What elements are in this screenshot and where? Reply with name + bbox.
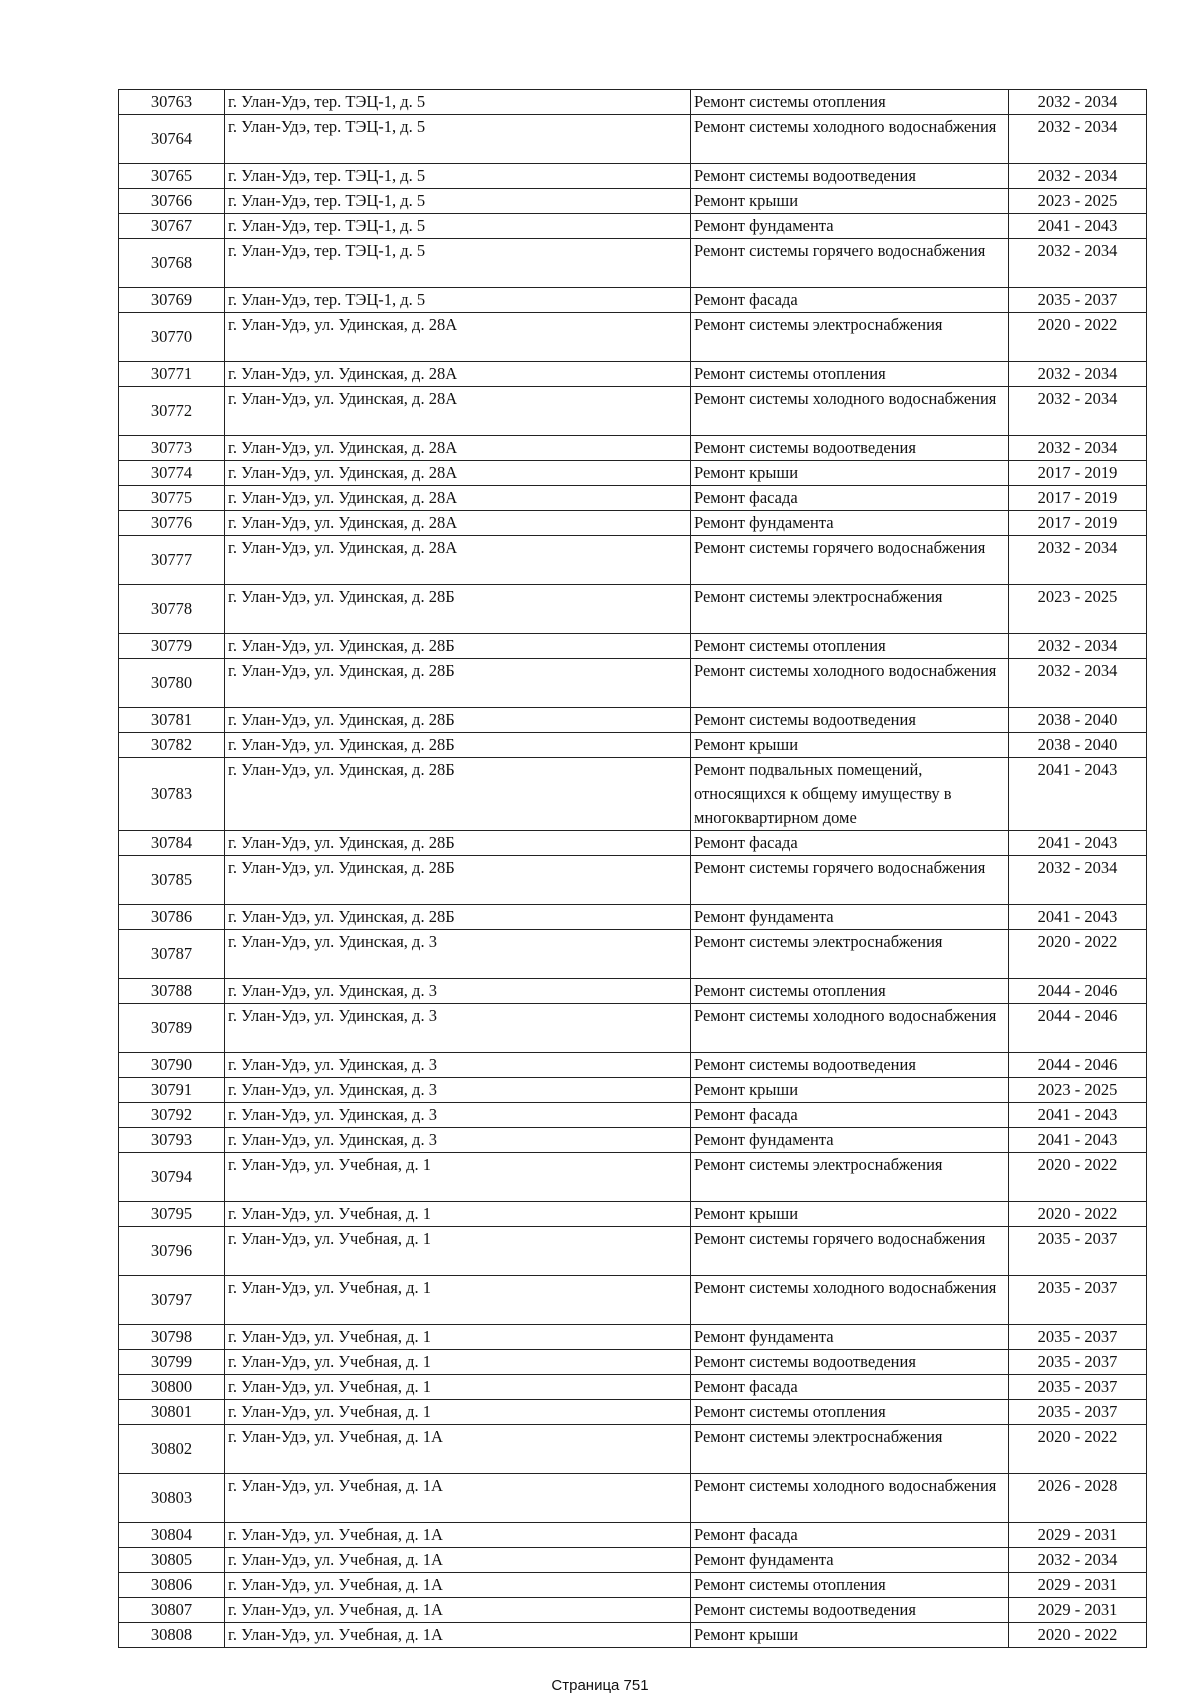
cell-period: 2035 - 2037 — [1009, 288, 1147, 313]
cell-period: 2032 - 2034 — [1009, 536, 1147, 585]
table-row — [119, 1128, 1147, 1153]
cell-address: г. Улан-Удэ, ул. Удинская, д. 28А — [225, 387, 691, 436]
cell-work-type: Ремонт крыши — [691, 1202, 1009, 1227]
cell-work-type: Ремонт системы холодного водоснабжения — [691, 659, 1009, 708]
table-row — [119, 930, 1147, 979]
cell-period: 2029 - 2031 — [1009, 1573, 1147, 1598]
cell-period: 2041 - 2043 — [1009, 831, 1147, 856]
cell-address: г. Улан-Удэ, ул. Учебная, д. 1А — [225, 1425, 691, 1474]
cell-work-type: Ремонт фундамента — [691, 1548, 1009, 1573]
cell-period: 2041 - 2043 — [1009, 1103, 1147, 1128]
cell-work-type: Ремонт системы холодного водоснабжения — [691, 1276, 1009, 1325]
cell-period: 2032 - 2034 — [1009, 634, 1147, 659]
cell-period: 2023 - 2025 — [1009, 585, 1147, 634]
repair-schedule-table — [118, 89, 1147, 1648]
cell-work-type: Ремонт крыши — [691, 461, 1009, 486]
cell-number: 30803 — [119, 1474, 225, 1523]
cell-work-type: Ремонт фасада — [691, 1375, 1009, 1400]
cell-period: 2035 - 2037 — [1009, 1325, 1147, 1350]
cell-address: г. Улан-Удэ, ул. Удинская, д. 28Б — [225, 708, 691, 733]
cell-work-type: Ремонт системы отопления — [691, 979, 1009, 1004]
cell-work-type: Ремонт системы холодного водоснабжения — [691, 115, 1009, 164]
cell-work-type: Ремонт системы горячего водоснабжения — [691, 856, 1009, 905]
cell-number: 30783 — [119, 758, 225, 831]
cell-period: 2032 - 2034 — [1009, 387, 1147, 436]
table-row — [119, 115, 1147, 164]
cell-work-type: Ремонт системы холодного водоснабжения — [691, 1474, 1009, 1523]
cell-work-type: Ремонт системы холодного водоснабжения — [691, 387, 1009, 436]
cell-number: 30772 — [119, 387, 225, 436]
cell-period: 2020 - 2022 — [1009, 313, 1147, 362]
table-row — [119, 1400, 1147, 1425]
cell-address: г. Улан-Удэ, ул. Удинская, д. 28А — [225, 511, 691, 536]
cell-address: г. Улан-Удэ, тер. ТЭЦ-1, д. 5 — [225, 115, 691, 164]
cell-number: 30787 — [119, 930, 225, 979]
cell-address: г. Улан-Удэ, тер. ТЭЦ-1, д. 5 — [225, 288, 691, 313]
cell-period: 2032 - 2034 — [1009, 1548, 1147, 1573]
cell-work-type: Ремонт системы электроснабжения — [691, 1425, 1009, 1474]
cell-address: г. Улан-Удэ, ул. Учебная, д. 1 — [225, 1227, 691, 1276]
table-row — [119, 1474, 1147, 1523]
cell-work-type: Ремонт системы горячего водоснабжения — [691, 1227, 1009, 1276]
cell-number: 30794 — [119, 1153, 225, 1202]
cell-address: г. Улан-Удэ, ул. Удинская, д. 28А — [225, 461, 691, 486]
cell-number: 30765 — [119, 164, 225, 189]
cell-number: 30785 — [119, 856, 225, 905]
cell-number: 30801 — [119, 1400, 225, 1425]
table-row — [119, 511, 1147, 536]
table-row — [119, 1227, 1147, 1276]
table-row — [119, 1103, 1147, 1128]
table-row — [119, 362, 1147, 387]
cell-period: 2017 - 2019 — [1009, 461, 1147, 486]
table-row — [119, 288, 1147, 313]
cell-address: г. Улан-Удэ, ул. Удинская, д. 28Б — [225, 758, 691, 831]
page-number: Страница 751 — [551, 1677, 649, 1694]
cell-work-type: Ремонт системы электроснабжения — [691, 313, 1009, 362]
cell-number: 30769 — [119, 288, 225, 313]
cell-work-type: Ремонт системы водоотведения — [691, 1350, 1009, 1375]
cell-address: г. Улан-Удэ, ул. Учебная, д. 1 — [225, 1276, 691, 1325]
cell-address: г. Улан-Удэ, тер. ТЭЦ-1, д. 5 — [225, 90, 691, 115]
cell-work-type: Ремонт системы электроснабжения — [691, 1153, 1009, 1202]
cell-address: г. Улан-Удэ, ул. Учебная, д. 1 — [225, 1325, 691, 1350]
table-row — [119, 214, 1147, 239]
cell-period: 2032 - 2034 — [1009, 239, 1147, 288]
cell-period: 2020 - 2022 — [1009, 1425, 1147, 1474]
table-row — [119, 164, 1147, 189]
cell-period: 2032 - 2034 — [1009, 115, 1147, 164]
cell-number: 30764 — [119, 115, 225, 164]
cell-number: 30798 — [119, 1325, 225, 1350]
cell-period: 2035 - 2037 — [1009, 1227, 1147, 1276]
table-row — [119, 1053, 1147, 1078]
cell-work-type: Ремонт системы отопления — [691, 1573, 1009, 1598]
cell-address: г. Улан-Удэ, тер. ТЭЦ-1, д. 5 — [225, 164, 691, 189]
cell-period: 2038 - 2040 — [1009, 708, 1147, 733]
cell-period: 2041 - 2043 — [1009, 214, 1147, 239]
cell-address: г. Улан-Удэ, ул. Удинская, д. 3 — [225, 1078, 691, 1103]
cell-number: 30800 — [119, 1375, 225, 1400]
cell-work-type: Ремонт фасада — [691, 831, 1009, 856]
cell-period: 2017 - 2019 — [1009, 511, 1147, 536]
cell-work-type: Ремонт крыши — [691, 1078, 1009, 1103]
cell-work-type: Ремонт системы отопления — [691, 1400, 1009, 1425]
cell-address: г. Улан-Удэ, ул. Учебная, д. 1 — [225, 1400, 691, 1425]
cell-number: 30782 — [119, 733, 225, 758]
cell-work-type: Ремонт фундамента — [691, 511, 1009, 536]
cell-period: 2035 - 2037 — [1009, 1276, 1147, 1325]
cell-period: 2035 - 2037 — [1009, 1375, 1147, 1400]
cell-number: 30808 — [119, 1623, 225, 1648]
cell-work-type: Ремонт системы электроснабжения — [691, 930, 1009, 979]
cell-period: 2020 - 2022 — [1009, 1153, 1147, 1202]
cell-address: г. Улан-Удэ, ул. Удинская, д. 28А — [225, 362, 691, 387]
cell-number: 30807 — [119, 1598, 225, 1623]
table-row — [119, 239, 1147, 288]
cell-address: г. Улан-Удэ, ул. Удинская, д. 3 — [225, 930, 691, 979]
cell-period: 2032 - 2034 — [1009, 362, 1147, 387]
cell-number: 30789 — [119, 1004, 225, 1053]
cell-period: 2020 - 2022 — [1009, 1202, 1147, 1227]
cell-address: г. Улан-Удэ, ул. Удинская, д. 28А — [225, 536, 691, 585]
cell-work-type: Ремонт системы водоотведения — [691, 708, 1009, 733]
cell-address: г. Улан-Удэ, ул. Учебная, д. 1А — [225, 1523, 691, 1548]
table-row — [119, 708, 1147, 733]
cell-address: г. Улан-Удэ, ул. Удинская, д. 3 — [225, 1004, 691, 1053]
cell-work-type: Ремонт системы водоотведения — [691, 164, 1009, 189]
cell-work-type: Ремонт системы холодного водоснабжения — [691, 1004, 1009, 1053]
cell-address: г. Улан-Удэ, ул. Учебная, д. 1А — [225, 1598, 691, 1623]
table-row — [119, 461, 1147, 486]
cell-number: 30796 — [119, 1227, 225, 1276]
cell-work-type: Ремонт фасада — [691, 1523, 1009, 1548]
cell-address: г. Улан-Удэ, ул. Учебная, д. 1 — [225, 1202, 691, 1227]
table-row — [119, 387, 1147, 436]
table-row — [119, 1078, 1147, 1103]
cell-address: г. Улан-Удэ, ул. Удинская, д. 28Б — [225, 659, 691, 708]
table-row — [119, 436, 1147, 461]
table-row — [119, 659, 1147, 708]
cell-period: 2041 - 2043 — [1009, 905, 1147, 930]
table-row — [119, 189, 1147, 214]
cell-number: 30795 — [119, 1202, 225, 1227]
cell-number: 30777 — [119, 536, 225, 585]
cell-address: г. Улан-Удэ, ул. Удинская, д. 28Б — [225, 585, 691, 634]
cell-number: 30778 — [119, 585, 225, 634]
table-row — [119, 905, 1147, 930]
cell-number: 30767 — [119, 214, 225, 239]
cell-work-type: Ремонт фасада — [691, 288, 1009, 313]
table-row — [119, 856, 1147, 905]
table-row — [119, 313, 1147, 362]
cell-period: 2044 - 2046 — [1009, 1053, 1147, 1078]
cell-number: 30780 — [119, 659, 225, 708]
cell-number: 30791 — [119, 1078, 225, 1103]
cell-number: 30792 — [119, 1103, 225, 1128]
table-row — [119, 1425, 1147, 1474]
cell-address: г. Улан-Удэ, ул. Удинская, д. 28А — [225, 486, 691, 511]
table-row — [119, 1350, 1147, 1375]
cell-period: 2020 - 2022 — [1009, 1623, 1147, 1648]
table-row — [119, 585, 1147, 634]
cell-period: 2038 - 2040 — [1009, 733, 1147, 758]
cell-address: г. Улан-Удэ, ул. Удинская, д. 28Б — [225, 831, 691, 856]
cell-period: 2044 - 2046 — [1009, 1004, 1147, 1053]
cell-period: 2032 - 2034 — [1009, 164, 1147, 189]
cell-work-type: Ремонт фундамента — [691, 214, 1009, 239]
table-row — [119, 1325, 1147, 1350]
table-row — [119, 1202, 1147, 1227]
cell-address: г. Улан-Удэ, тер. ТЭЦ-1, д. 5 — [225, 189, 691, 214]
cell-address: г. Улан-Удэ, ул. Удинская, д. 28Б — [225, 856, 691, 905]
cell-period: 2035 - 2037 — [1009, 1400, 1147, 1425]
table-row — [119, 1004, 1147, 1053]
cell-period: 2035 - 2037 — [1009, 1350, 1147, 1375]
cell-period: 2029 - 2031 — [1009, 1598, 1147, 1623]
cell-number: 30799 — [119, 1350, 225, 1375]
cell-number: 30770 — [119, 313, 225, 362]
cell-number: 30790 — [119, 1053, 225, 1078]
cell-work-type: Ремонт системы горячего водоснабжения — [691, 239, 1009, 288]
cell-address: г. Улан-Удэ, ул. Удинская, д. 28Б — [225, 905, 691, 930]
table-row — [119, 1523, 1147, 1548]
table-row — [119, 90, 1147, 115]
cell-period: 2032 - 2034 — [1009, 436, 1147, 461]
cell-number: 30805 — [119, 1548, 225, 1573]
cell-number: 30786 — [119, 905, 225, 930]
cell-work-type: Ремонт системы отопления — [691, 634, 1009, 659]
cell-period: 2032 - 2034 — [1009, 659, 1147, 708]
cell-address: г. Улан-Удэ, ул. Удинская, д. 28А — [225, 436, 691, 461]
cell-number: 30776 — [119, 511, 225, 536]
cell-address: г. Улан-Удэ, ул. Учебная, д. 1А — [225, 1573, 691, 1598]
table-row — [119, 634, 1147, 659]
cell-number: 30802 — [119, 1425, 225, 1474]
cell-work-type: Ремонт фасада — [691, 1103, 1009, 1128]
cell-work-type: Ремонт системы водоотведения — [691, 436, 1009, 461]
table-row — [119, 1598, 1147, 1623]
table-row — [119, 536, 1147, 585]
cell-work-type: Ремонт крыши — [691, 1623, 1009, 1648]
cell-number: 30806 — [119, 1573, 225, 1598]
table-row — [119, 1153, 1147, 1202]
cell-number: 30788 — [119, 979, 225, 1004]
cell-period: 2041 - 2043 — [1009, 1128, 1147, 1153]
cell-address: г. Улан-Удэ, ул. Удинская, д. 3 — [225, 1128, 691, 1153]
cell-period: 2044 - 2046 — [1009, 979, 1147, 1004]
table-row — [119, 1375, 1147, 1400]
cell-work-type: Ремонт фундамента — [691, 905, 1009, 930]
cell-number: 30779 — [119, 634, 225, 659]
cell-number: 30763 — [119, 90, 225, 115]
cell-number: 30774 — [119, 461, 225, 486]
cell-work-type: Ремонт системы электроснабжения — [691, 585, 1009, 634]
cell-period: 2029 - 2031 — [1009, 1523, 1147, 1548]
cell-number: 30766 — [119, 189, 225, 214]
cell-work-type: Ремонт системы водоотведения — [691, 1053, 1009, 1078]
cell-number: 30793 — [119, 1128, 225, 1153]
cell-period: 2032 - 2034 — [1009, 856, 1147, 905]
cell-address: г. Улан-Удэ, ул. Учебная, д. 1А — [225, 1474, 691, 1523]
table-row — [119, 758, 1147, 831]
cell-address: г. Улан-Удэ, тер. ТЭЦ-1, д. 5 — [225, 214, 691, 239]
cell-number: 30775 — [119, 486, 225, 511]
cell-number: 30804 — [119, 1523, 225, 1548]
cell-period: 2023 - 2025 — [1009, 1078, 1147, 1103]
cell-number: 30771 — [119, 362, 225, 387]
cell-number: 30781 — [119, 708, 225, 733]
table-row — [119, 733, 1147, 758]
table-row — [119, 979, 1147, 1004]
cell-number: 30768 — [119, 239, 225, 288]
table-row — [119, 1276, 1147, 1325]
cell-address: г. Улан-Удэ, ул. Удинская, д. 28Б — [225, 733, 691, 758]
cell-address: г. Улан-Удэ, ул. Учебная, д. 1 — [225, 1375, 691, 1400]
table-row — [119, 486, 1147, 511]
cell-address: г. Улан-Удэ, ул. Удинская, д. 28Б — [225, 634, 691, 659]
cell-address: г. Улан-Удэ, ул. Удинская, д. 28А — [225, 313, 691, 362]
cell-address: г. Улан-Удэ, ул. Удинская, д. 3 — [225, 1053, 691, 1078]
cell-number: 30797 — [119, 1276, 225, 1325]
cell-work-type: Ремонт фасада — [691, 486, 1009, 511]
table-row — [119, 1573, 1147, 1598]
cell-period: 2032 - 2034 — [1009, 90, 1147, 115]
cell-work-type: Ремонт крыши — [691, 189, 1009, 214]
cell-period: 2017 - 2019 — [1009, 486, 1147, 511]
table-body — [119, 90, 1147, 1648]
cell-number: 30784 — [119, 831, 225, 856]
cell-work-type: Ремонт фундамента — [691, 1128, 1009, 1153]
cell-address: г. Улан-Удэ, ул. Учебная, д. 1 — [225, 1350, 691, 1375]
cell-work-type: Ремонт системы горячего водоснабжения — [691, 536, 1009, 585]
cell-work-type: Ремонт системы отопления — [691, 90, 1009, 115]
cell-address: г. Улан-Удэ, ул. Учебная, д. 1А — [225, 1623, 691, 1648]
cell-work-type: Ремонт крыши — [691, 733, 1009, 758]
cell-work-type: Ремонт системы отопления — [691, 362, 1009, 387]
cell-period: 2041 - 2043 — [1009, 758, 1147, 831]
cell-address: г. Улан-Удэ, ул. Удинская, д. 3 — [225, 979, 691, 1004]
cell-work-type: Ремонт фундамента — [691, 1325, 1009, 1350]
cell-address: г. Улан-Удэ, ул. Учебная, д. 1 — [225, 1153, 691, 1202]
cell-work-type: Ремонт подвальных помещений, относящихся к общему имуществу в многоквартирном доме — [691, 758, 1009, 831]
table-row — [119, 1548, 1147, 1573]
table-row — [119, 1623, 1147, 1648]
cell-period: 2026 - 2028 — [1009, 1474, 1147, 1523]
table-row — [119, 831, 1147, 856]
cell-address: г. Улан-Удэ, ул. Учебная, д. 1А — [225, 1548, 691, 1573]
cell-address: г. Улан-Удэ, тер. ТЭЦ-1, д. 5 — [225, 239, 691, 288]
cell-address: г. Улан-Удэ, ул. Удинская, д. 3 — [225, 1103, 691, 1128]
cell-number: 30773 — [119, 436, 225, 461]
cell-period: 2023 - 2025 — [1009, 189, 1147, 214]
cell-work-type: Ремонт системы водоотведения — [691, 1598, 1009, 1623]
cell-period: 2020 - 2022 — [1009, 930, 1147, 979]
